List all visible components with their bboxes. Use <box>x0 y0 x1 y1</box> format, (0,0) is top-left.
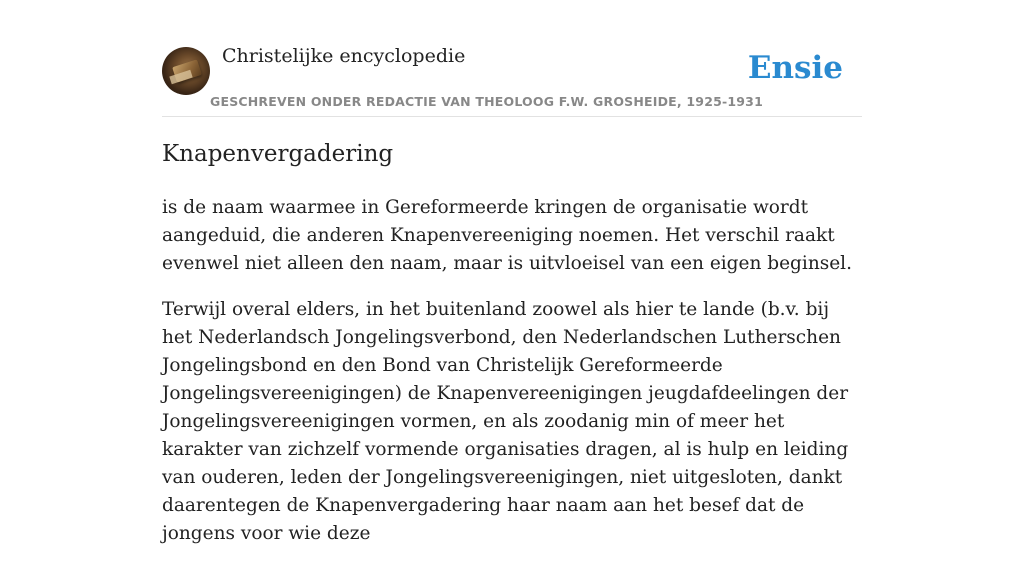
article-paragraph: Terwijl overal elders, in het buitenland zoowel als hier te lande (b.v. bij het Nederlandsch Jongelingsverbond, den Nederlandschen Lutherschen Jongelingsbond en den Bond van Christelijk Gereformeerde Jongelingsvereenigingen) de Knapenvereenigingen jeugdafdeelingen der Jongelingsvereenigingen vormen, en als zoodanig min of meer het karakter van zichzelf vormende organisaties dragen, al is hulp en leiding van ouderen, leden der Jongelingsvereenigingen, niet uitgesloten, dankt daarentegen de Knapenvergadering haar naam aan het besef dat de jongens voor wie deze <box>162 299 849 544</box>
brand-logo[interactable]: Ensie <box>747 50 843 86</box>
article-title: Knapenvergadering <box>162 141 394 167</box>
site-title[interactable]: Christelijke encyclopedie <box>222 45 466 67</box>
article <box>162 138 862 566</box>
book-avatar-icon[interactable] <box>162 47 210 95</box>
site-header <box>162 0 862 117</box>
article-paragraph: is de naam waarmee in Gereformeerde kringen de organisatie wordt aangeduid, die anderen Knapenvereeniging noemen. Het verschil raakt evenwel niet alleen den naam, maar is uitvloeisel van een eigen beginsel. <box>162 197 852 274</box>
site-subtitle: GESCHREVEN ONDER REDACTIE VAN THEOLOOG F.W. GROSHEIDE, 1925-1931 <box>210 94 763 109</box>
